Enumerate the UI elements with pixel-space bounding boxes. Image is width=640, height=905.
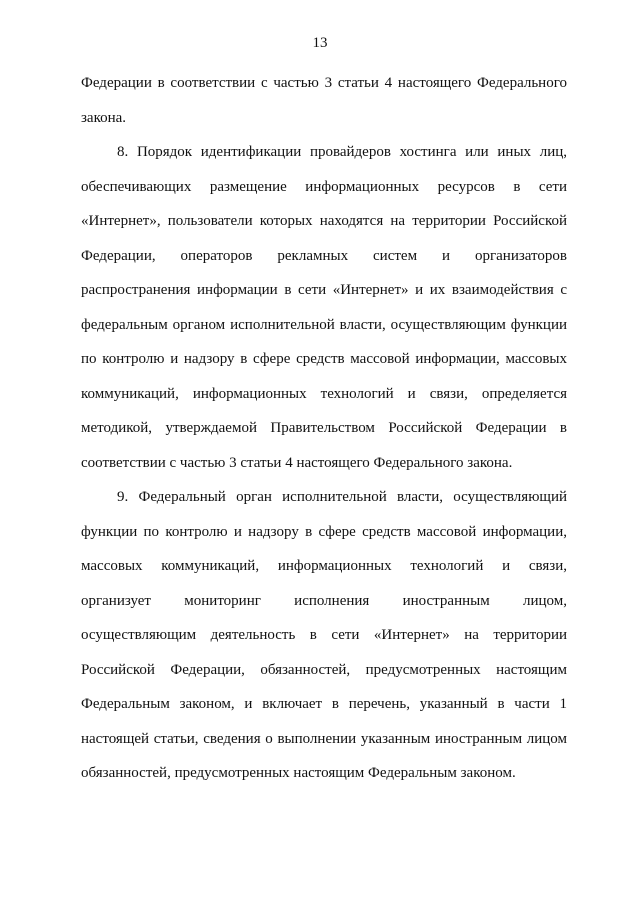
text-line: коммуникаций, информационных технологий и связи, определяется (81, 385, 567, 402)
text-line: организует мониторинг исполнения иностранным лицом, (81, 592, 567, 609)
text-line: 9. Федеральный орган исполнительной власти, осуществляющий (117, 489, 567, 505)
text-line: федеральным органом исполнительной власти, осуществляющим функции (81, 316, 567, 333)
document-body (81, 66, 567, 791)
text-line: массовых коммуникаций, информационных технологий и связи, (81, 558, 567, 574)
paragraph-8 (81, 135, 567, 480)
text-line: обязанностей, предусмотренных настоящим Федеральным законом. (81, 765, 516, 781)
text-line: Российской Федерации, обязанностей, предусмотренных настоящим (81, 661, 567, 678)
text-line: соответствии с частью 3 статьи 4 настоящего Федерального закона. (81, 454, 513, 471)
text-line: распространения информации в сети «Интернет» и их взаимодействия с (81, 282, 567, 298)
text-line: 8. Порядок идентификации провайдеров хостинга или иных лиц, (117, 144, 567, 160)
text-line: обеспечивающих размещение информационных ресурсов в сети (81, 178, 567, 195)
text-line: Федерации, операторов рекламных систем и организаторов (81, 247, 567, 264)
text-line: Федерации в соответствии с частью 3 статьи 4 настоящего Федерального (81, 75, 567, 91)
text-line: методикой, утверждаемой Правительством Российской Федерации в (81, 420, 567, 436)
paragraph-9 (81, 480, 567, 791)
paragraph-continuation (81, 66, 567, 135)
page-number: 13 (312, 35, 328, 51)
text-line: функции по контролю и надзору в сфере средств массовой информации, (81, 523, 567, 540)
text-line: осуществляющим деятельность в сети «Интернет» на территории (81, 627, 567, 643)
text-line: «Интернет», пользователи которых находятся на территории Российской (81, 213, 567, 229)
text-line: закона. (81, 109, 127, 126)
text-line: по контролю и надзору в сфере средств массовой информации, массовых (81, 351, 567, 367)
text-line: Федеральным законом, и включает в перечень, указанный в части 1 (81, 696, 567, 712)
text-line: настоящей статьи, сведения о выполнении указанным иностранным лицом (81, 730, 567, 747)
